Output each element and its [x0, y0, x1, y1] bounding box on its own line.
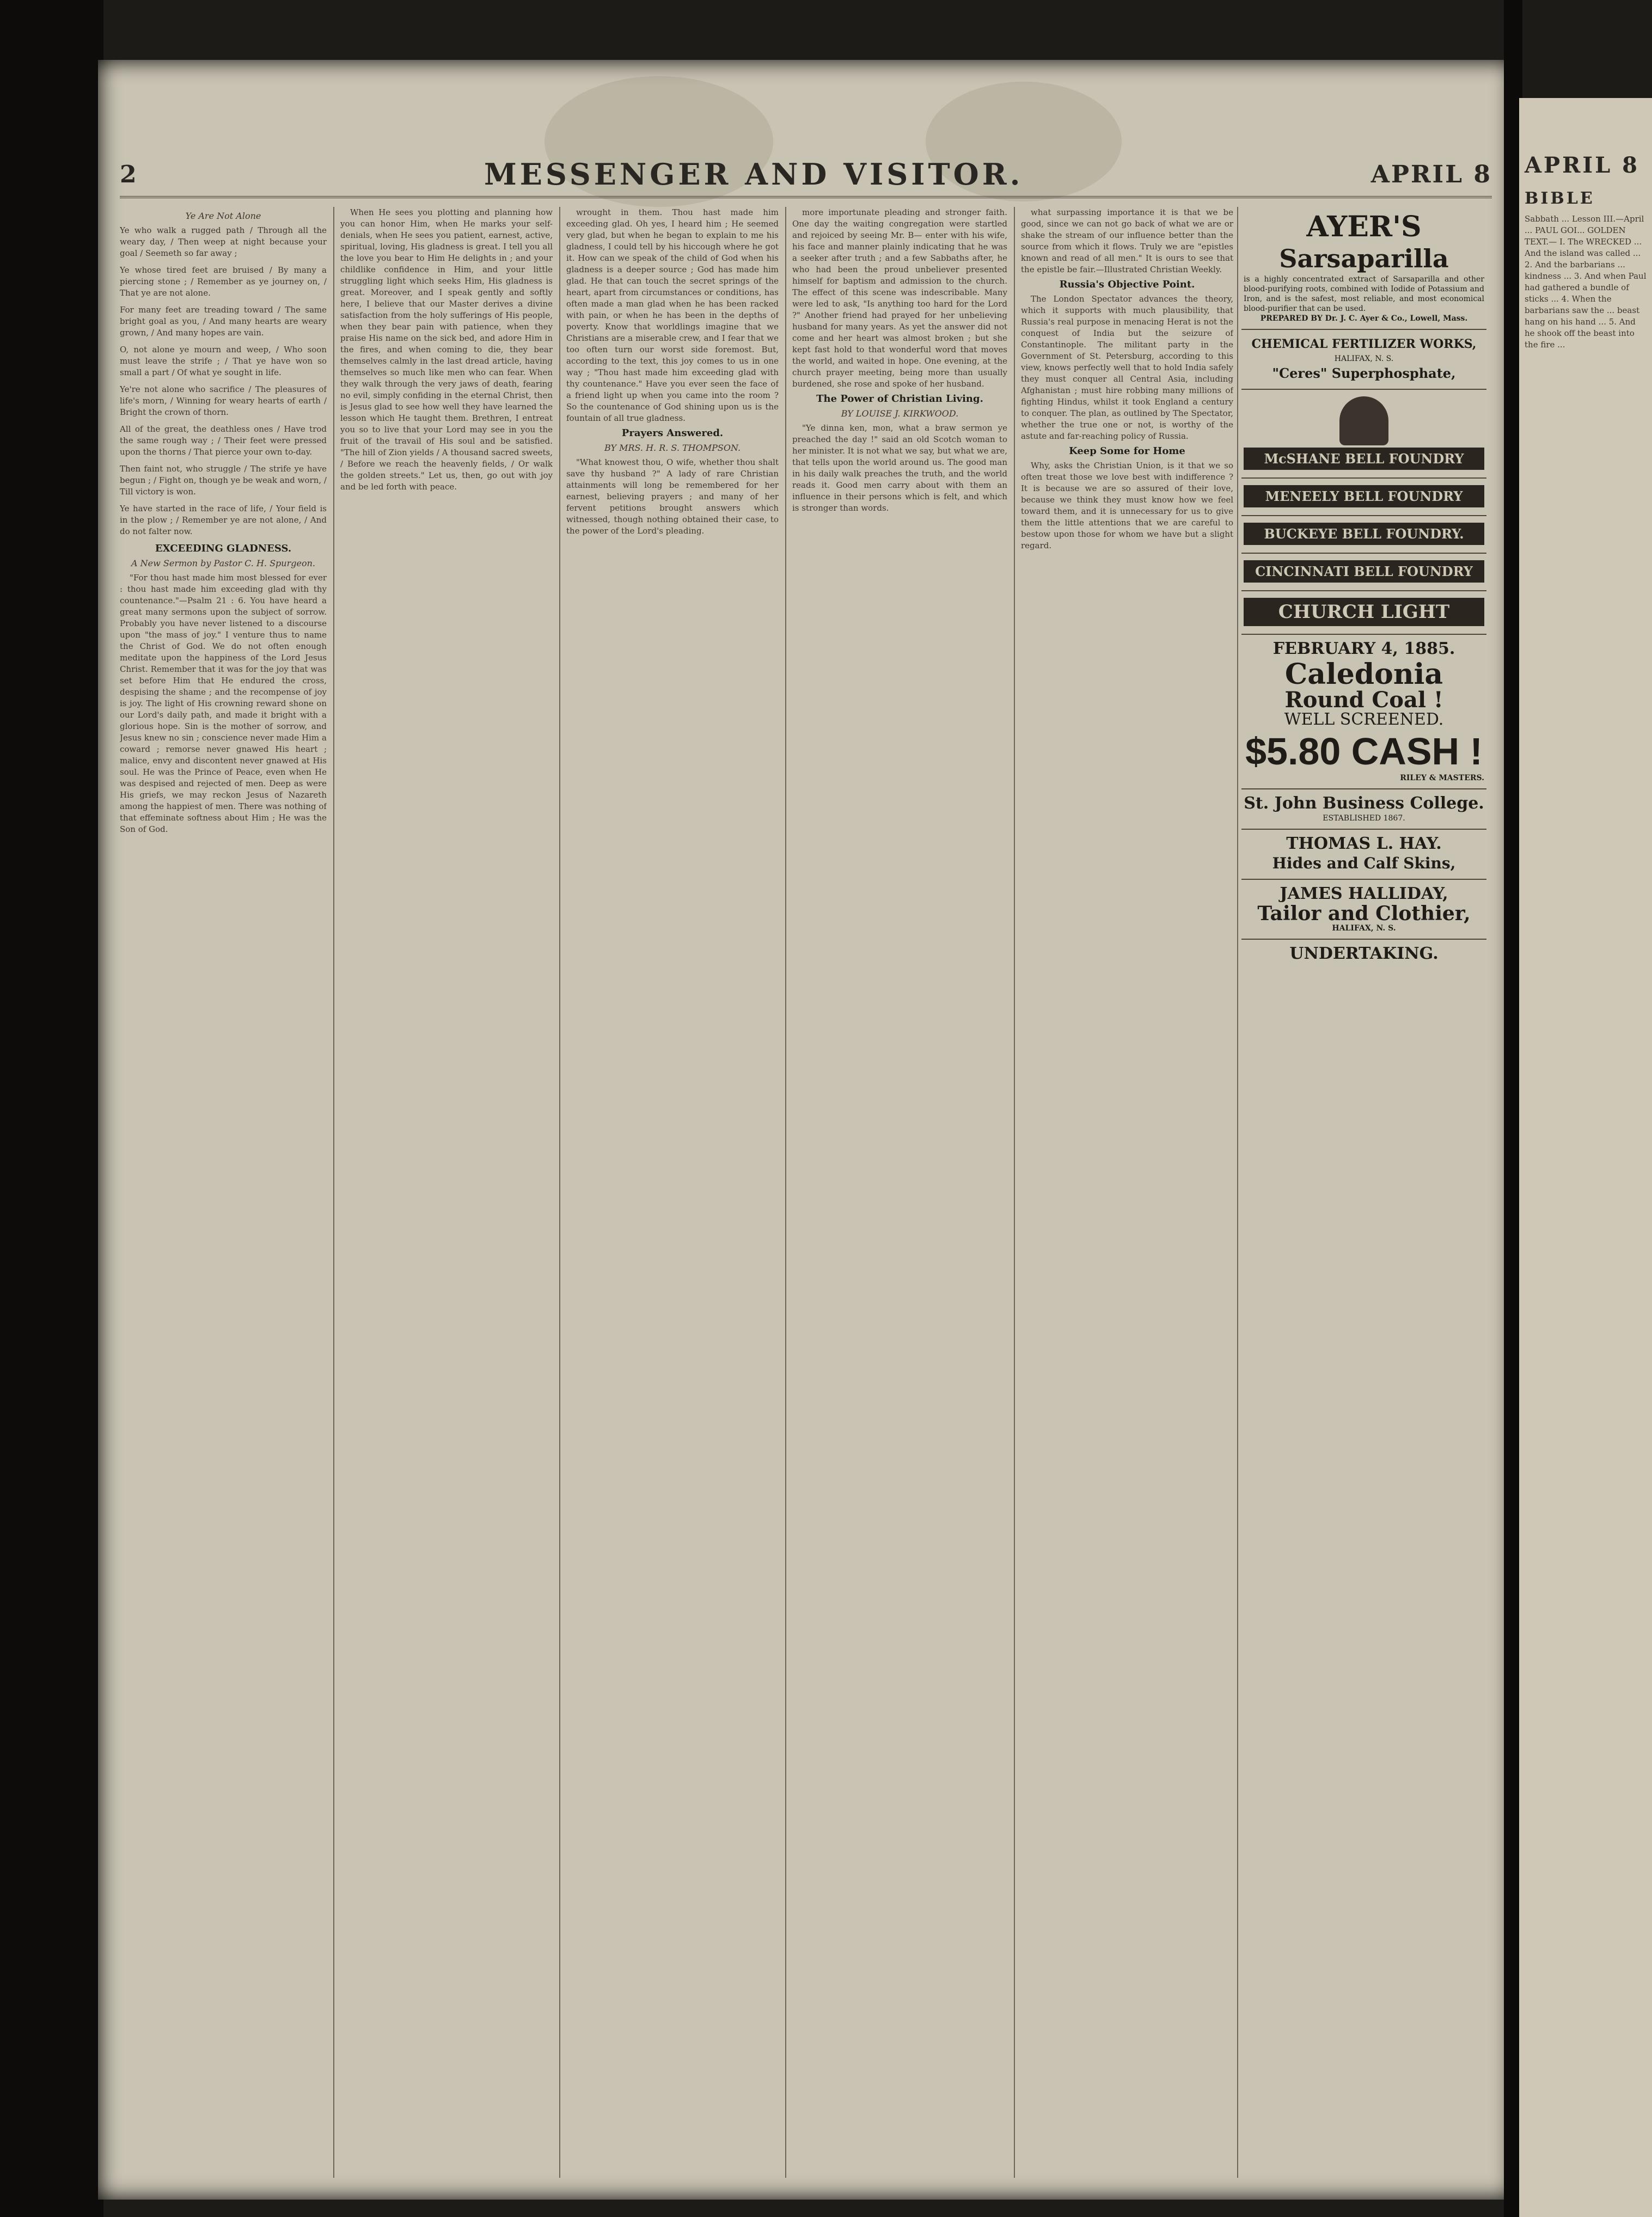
- article-byline: BY MRS. H. R. S. THOMPSON.: [604, 443, 741, 453]
- article-title: Keep Some for Home: [1069, 445, 1185, 457]
- poem-stanza: All of the great, the deathless ones / Have trod the same rough way ; / Their feet were pressed upon the thorns / That pierce your own to-day.: [120, 424, 327, 457]
- adjacent-page: [1519, 98, 1652, 2217]
- ad-subtitle: WELL SCREENED.: [1284, 710, 1444, 729]
- ad-headline: CHURCH LIGHT: [1244, 598, 1484, 626]
- ad-text: is a highly concentrated extract of Sarsaparilla and other blood-purifying roots, combined with Iodide of Potassium and Iron, and is the safest, most reliable, and most economical blood-purifier that can be used.: [1244, 275, 1484, 313]
- column-rule: [1014, 207, 1015, 2178]
- business-college-ad: [1241, 789, 1486, 830]
- article-title: The Power of Christian Living.: [816, 393, 983, 405]
- poem-stanza: Ye who walk a rugged path / Through all the weary day, / Then weep at night because your goal / Seemeth so far away ;: [120, 225, 327, 258]
- column-rule: [1237, 207, 1238, 2178]
- ad-price: $5.80 CASH !: [1245, 730, 1483, 773]
- poem-title: Ye Are Not Alone: [185, 211, 261, 221]
- ad-date: FEBRUARY 4, 1885.: [1272, 639, 1455, 658]
- ad-product: Sarsaparilla: [1279, 244, 1449, 273]
- ad-maker: PREPARED BY Dr. J. C. Ayer & Co., Lowell, Mass.: [1260, 314, 1468, 323]
- page-number: 2: [120, 160, 137, 188]
- article-text: "Ye dinna ken, mon, what a braw sermon ye preached the day !" said an old Scotch woman to her minister. It is not what we say, but what we are, that tells upon the world around us. The good man in his daily walk preaches the truth, and the world reads it. Good men carry about with them an influence in their persons which is felt, and which is stronger than words.: [792, 423, 1007, 513]
- church-light-ad: [1241, 591, 1486, 635]
- ad-product: Tailor and Clothier,: [1257, 902, 1471, 925]
- ad-product: Round Coal !: [1284, 687, 1443, 713]
- sermon-continued-text: wrought in them. Thou hast made him exceeding glad. Oh yes, I heard him ; He seemed very glad, but when he began to explain to me his gladness, I could tell by his hiccough where he got it. How can we speak of the child of God when his gladness is a deeper source ; God has made him glad. He that can touch the secret springs of the heart, apart from circumstances or conditions, has often made a man glad when he has been racked with pain, or when he has been in the depths of poverty. Know that worldlings imagine that we Christians are a miserable crew, and I fear that we too often turn our worst side foremost. But, according to the text, this joy comes to us in one way ; "Thou hast made him exceeding glad with thy countenance." Have you ever seen the face of a friend light up when you came into the room ? So the countenance of God shining upon us is the fountain of all true gladness.: [566, 207, 779, 423]
- ad-place: HALIFAX, N. S.: [1334, 354, 1394, 363]
- ad-sellers: RILEY & MASTERS.: [1400, 774, 1484, 782]
- scan-left-edge: [0, 0, 103, 2217]
- ad-headline: CHEMICAL FERTILIZER WORKS,: [1251, 337, 1477, 351]
- ad-product: "Ceres" Superphosphate,: [1272, 365, 1456, 381]
- ad-established: ESTABLISHED 1867.: [1323, 814, 1405, 823]
- ad-headline: St. John Business College.: [1244, 794, 1484, 813]
- column-rule: [333, 207, 334, 2178]
- newspaper-page: [98, 60, 1514, 2200]
- article-title: Russia's Objective Point.: [1059, 279, 1195, 290]
- adjacent-page-section: BIBLE: [1525, 189, 1595, 208]
- ad-headline: THOMAS L. HAY.: [1286, 834, 1442, 853]
- ad-headline: JAMES HALLIDAY,: [1280, 884, 1448, 903]
- ad-headline: McSHANE BELL FOUNDRY: [1244, 448, 1484, 470]
- mcshane-bell-ad: [1241, 390, 1486, 479]
- ad-headline: AYER'S: [1306, 210, 1422, 243]
- poem-stanza: Ye have started in the race of life, / Your field is in the plow ; / Remember ye are not alone, / And do not falter now.: [120, 504, 327, 536]
- article-text: more importunate pleading and stronger faith. One day the waiting congregation were startled and rejoiced by seeing Mr. B— enter with his wife, his face and manner plainly indicating that he was a seeker after truth ; and a few Sabbaths after, he who had been the proud unbeliever presented himself for baptism and admission to the church. The effect of this scene was indescribable. Many were led to ask, "Is anything too hard for the Lord ?" Another friend had prayed for her unbelieving husband for many years. As yet the answer did not come and her heart was almost broken ; but she kept fast hold to that wonderful word that moves the world, and waited in hope. One evening, at the church prayer meeting, being more than usually burdened, she rose and spoke of her husband.: [792, 207, 1007, 389]
- poem: [120, 225, 327, 537]
- ad-headline: BUCKEYE BELL FOUNDRY.: [1244, 523, 1484, 545]
- article-byline: BY LOUISE J. KIRKWOOD.: [841, 408, 959, 419]
- poem-stanza: For many feet are treading toward / The same bright goal as you, / And many hearts are weary grown, / And many hopes are vain.: [120, 305, 327, 338]
- sermon-byline: A New Sermon by Pastor C. H. Spurgeon.: [131, 558, 315, 568]
- column-rule: [785, 207, 786, 2178]
- article-text: Why, asks the Christian Union, is it that we so often treat those we love best with indifference ? It is because we are so assured of their love, because we think they must know how we feel toward them, and it is unnecessary for us to give them the little attentions that we are careful to bestow upon those for whom we have but a slight regard.: [1021, 461, 1233, 550]
- meneely-bell-ad: [1241, 479, 1486, 516]
- buckeye-bell-ad: [1241, 516, 1486, 554]
- ad-place: HALIFAX, N. S.: [1332, 924, 1396, 933]
- poem-stanza: O, not alone ye mourn and weep, / Who soon must leave the strife ; / That ye have won so small a part / Of what ye sought in life.: [120, 345, 327, 377]
- thomas-hay-ad: [1241, 830, 1486, 880]
- issue-date: APRIL 8: [1370, 160, 1492, 188]
- ad-headline: UNDERTAKING.: [1289, 944, 1439, 963]
- article-text: what surpassing importance it is that we be good, since we can not go back of what we are or shake the stream of our influence better than the source from which it flows. Truly we are "epistles known and read of all men." It is ours to see that the epistle be fair.—Illustrated Christian Weekly.: [1021, 207, 1233, 274]
- column-rule: [559, 207, 560, 2178]
- newspaper-title: MESSENGER AND VISITOR.: [484, 157, 1024, 192]
- fertilizer-ad: [1241, 330, 1486, 390]
- ad-headline: CINCINNATI BELL FOUNDRY: [1244, 560, 1484, 583]
- poem-stanza: Ye're not alone who sacrifice / The pleasures of life's morn, / Winning for weary hearts of earth / Bright the crown of thorn.: [120, 384, 327, 417]
- column-3: [566, 207, 779, 2178]
- poem-stanza: Then faint not, who struggle / The strife ye have begun ; / Fight on, though ye be weak and worn, / Till victory is won.: [120, 464, 327, 497]
- advertisements-column: [1241, 207, 1486, 2178]
- article-title: Prayers Answered.: [621, 427, 724, 439]
- masthead: [120, 152, 1492, 198]
- poem-stanza: Ye whose tired feet are bruised / By many a piercing stone ; / Remember as ye journey on, / That ye are not alone.: [120, 265, 327, 298]
- column-4: [792, 207, 1007, 2178]
- ayers-sarsaparilla-ad: [1241, 207, 1486, 330]
- caledonia-coal-ad: [1241, 635, 1486, 789]
- sermon-text: "For thou hast made him most blessed for ever : thou hast made him exceeding glad with thy countenance."—Psalm 21 : 6. You have heard a great many sermons upon the subject of sorrow. Probably you have never listened to a discourse upon "the mass of joy." I venture thus to name the Christ of God. We do not often enough meditate upon the happiness of the Lord Jesus Christ. Remember that it was for the joy that was set before Him that He endured the cross, despising the shame ; and the recompense of joy is joy. The light of His crowning reward shone on our Lord's daily path, and made it bright with a glorious hope. Sin is the mother of sorrow, and Jesus knew no sin ; conscience never made Him a coward ; remorse never gnawed His heart ; malice, envy and discontent never gnawed at His soul. He was the Prince of Peace, even when He was despised and rejected of men. Deep as were His griefs, we may reckon Jesus of Nazareth among the happiest of men. There was nothing of that effeminate softness about Him ; He was the Son of God.: [120, 573, 327, 834]
- ad-headline: Caledonia: [1284, 658, 1443, 691]
- adjacent-page-header: APRIL 8: [1525, 152, 1639, 178]
- sermon-title: EXCEEDING GLADNESS.: [155, 543, 292, 554]
- ad-headline: MENEELY BELL FOUNDRY: [1244, 485, 1484, 507]
- bell-icon: [1339, 396, 1388, 445]
- column-2: [340, 207, 553, 2178]
- article-text: The London Spectator advances the theory, which it supports with much plausibility, that Russia's real purpose in menacing Herat is not the conquest of India but the seizure of Constantinople. The militant party in the Government of St. Petersburg, according to this view, knows perfectly well that to hold India safely they must conquer all Central Asia, including Afghanistan ; must hire robbing many millions of fighting Hindus, whilst it took England a century to conquer. The plan, as outlined by The Spectator, whether the true one or not, is worthy of the astute and far-reaching policy of Russia.: [1021, 294, 1233, 441]
- cincinnati-bell-ad: [1241, 554, 1486, 591]
- column-5: [1021, 207, 1233, 2178]
- james-halliday-ad: [1241, 880, 1486, 940]
- article-text: "What knowest thou, O wife, whether thou shalt save thy husband ?" A lady of rare Christian attainments will long be remembered for her earnest, believing prayers ; and many of her fervent petitions brought answers which witnessed, though nothing obtained their case, to the power of the Lord's pleading.: [566, 457, 779, 536]
- column-1: [120, 207, 327, 2178]
- undertaking-ad: [1241, 940, 1486, 969]
- ad-product: Hides and Calf Skins,: [1272, 854, 1456, 872]
- adjacent-page-text: Sabbath ... Lesson III.—April ... PAUL GOI... GOLDEN TEXT.— I. The WRECKED ... And the island was called ... 2. And the barbarians ... kindness ... 3. And when Paul had gathered a bundle of sticks ... 4. When the barbarians saw the ... beast hang on his hand ... 5. And he shook off the beast into the fire ...: [1525, 214, 1647, 350]
- sermon-continued-text: When He sees you plotting and planning how you can honor Him, when He marks your self-denials, when He sees you patient, earnest, active, spiritual, loving, His gladness is great. I tell you all the love you bear to Him He delights in ; and your childlike confidence in Him, and your little struggling light which seeks Him, His gladness is great. Moreover, and I speak gently and softly here, I believe that our Master derives a divine satisfaction from the holy sufferings of His people, when they bear pain with patience, when they praise His name on the sick bed, and adore Him in the fires, and when coming to die, they bear themselves calmly in the last dread article, having themselves so much like men who can fear. When they walk through the very jaws of death, fearing no evil, simply confiding in the eternal Christ, then is Jesus glad to see how well they have learned the lesson which He taught them. Brethren, I entreat you so to live that your Lord may see in you the fruit of the travail of His soul and be satisfied. "The hill of Zion yields / A thousand sacred sweets, / Before we reach the heavenly fields, / Or walk the golden streets." Let us, then, go out with joy and be led forth with peace.: [340, 207, 553, 492]
